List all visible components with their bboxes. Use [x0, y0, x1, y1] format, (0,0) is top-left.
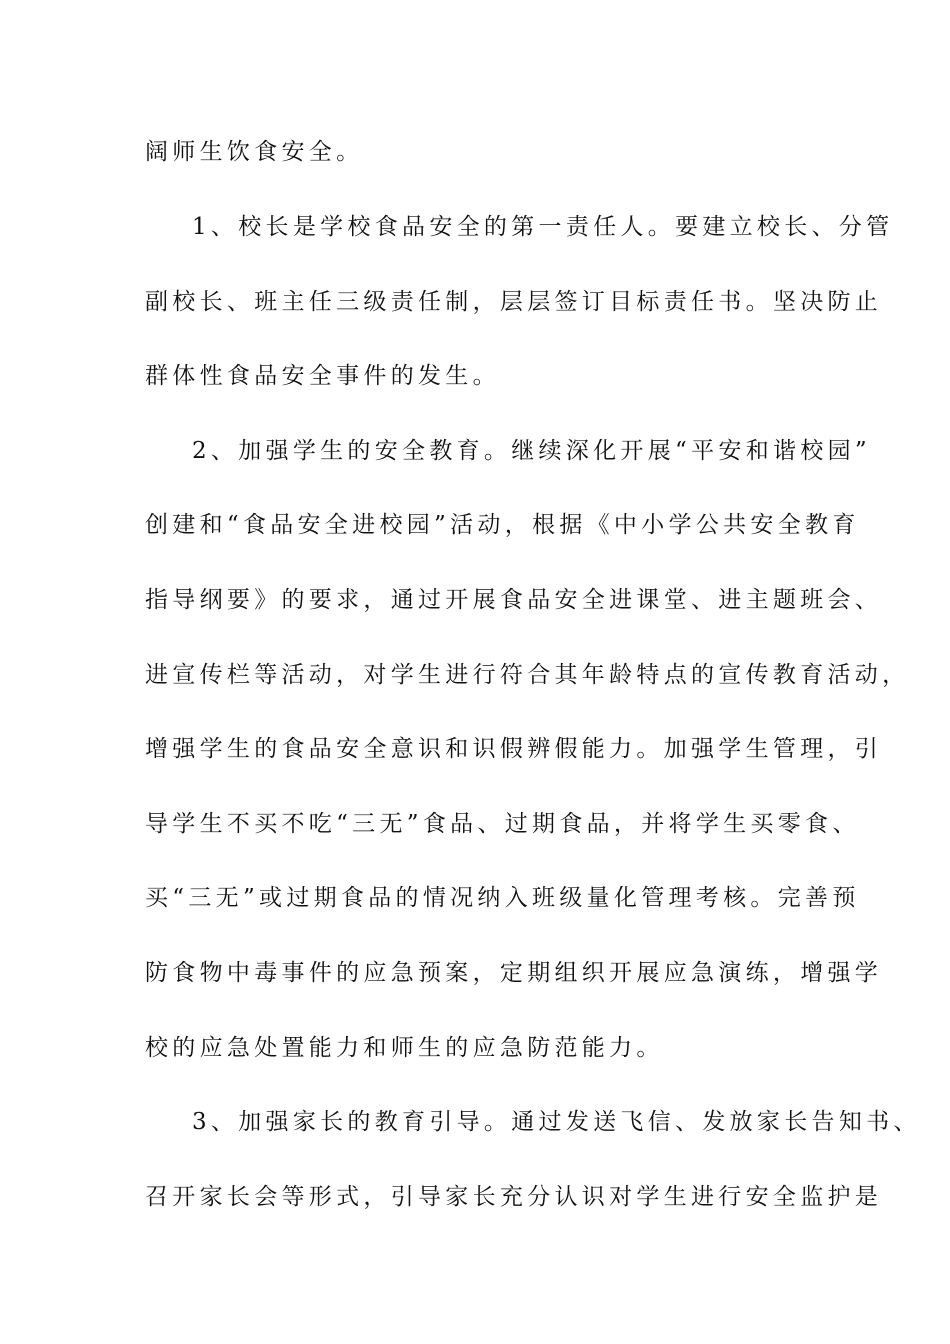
paragraph-2-line: 2、加强学生的安全教育。继续深化开展“平安和谐校园” — [192, 438, 871, 464]
paragraph-1-line: 1、校长是学校食品安全的第一责任人。要建立校长、分管 — [192, 214, 894, 240]
text-line: 阔师生饮食安全。 — [145, 139, 364, 165]
text-line: 创建和“食品安全进校园”活动，根据《中小学公共安全教育 — [145, 512, 860, 538]
text-line: 增强学生的食品安全意识和识假辨假能力。加强学生管理，引 — [145, 736, 883, 762]
text-line: 防食物中毒事件的应急预案，定期组织开展应急演练，增强学 — [145, 960, 883, 986]
text-line: 副校长、班主任三级责任制，层层签订目标责任书。坚决防止 — [145, 289, 883, 315]
text-line: 买“三无”或过期食品的情况纳入班级量化管理考核。完善预 — [145, 885, 860, 911]
paragraph-3-line: 3、加强家长的教育引导。通过发送飞信、发放家长告知书、 — [192, 1109, 921, 1135]
text-line: 校的应急处置能力和师生的应急防范能力。 — [145, 1035, 664, 1061]
text-line: 导学生不买不吃“三无”食品、过期食品，并将学生买零食、 — [145, 811, 860, 837]
text-line: 进宣传栏等活动，对学生进行符合其年龄特点的宣传教育活动， — [145, 662, 910, 688]
text-line: 召开家长会等形式，引导家长充分认识对学生进行安全监护是 — [145, 1184, 883, 1210]
text-line: 群体性食品安全事件的发生。 — [145, 363, 500, 389]
text-line: 指导纲要》的要求，通过开展食品安全进课堂、进主题班会、 — [145, 587, 883, 613]
